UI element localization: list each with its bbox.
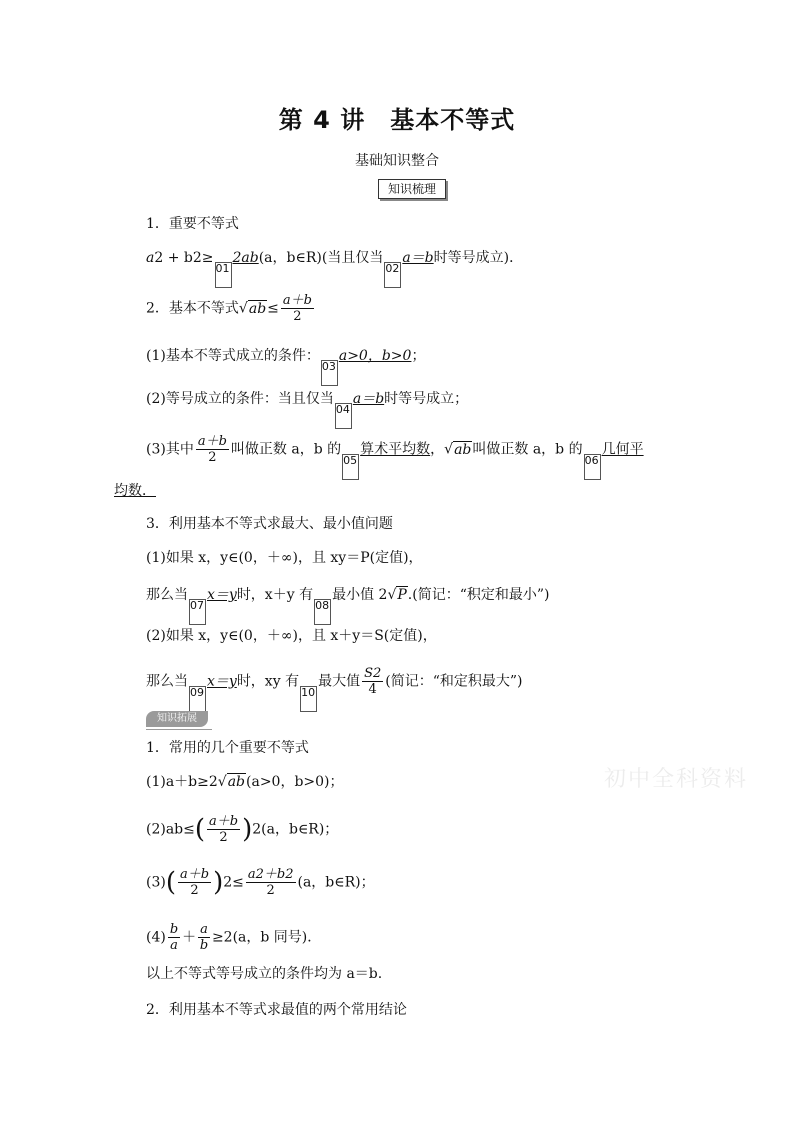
answer-07: x＝y	[207, 587, 237, 603]
fraction: $\frac{a2+b2}{2}$	[247, 867, 294, 898]
s2-line-3: (3)其中 $\frac{a+b}{2}$ 叫做正数 a，b 的05算术平均数，√ab叫做正数 a，b 的06几何平	[146, 434, 644, 480]
ext-item-3: (3)( $\frac{a+b}{2}$ )2≤ $\frac{a2+b2}{2}$ (a，b∈R)；	[146, 867, 375, 898]
answer-box-06: 06	[584, 454, 601, 480]
ext-heading-1: 1．常用的几个重要不等式	[146, 740, 309, 756]
answer-box-04: 04	[335, 403, 352, 429]
fraction: $\frac{a+b}{2}$	[180, 867, 210, 898]
answer-06: 几何平	[601, 441, 644, 458]
fraction: $\frac{S2}{4}$	[364, 666, 382, 697]
answer-box-02: 02	[384, 262, 401, 288]
answer-04: a＝b	[352, 391, 385, 407]
answer-03: a>0，b>0	[338, 348, 412, 364]
fraction: $\frac{a+b}{2}$	[209, 814, 239, 845]
answer-box-10: 10	[300, 686, 317, 712]
ext-heading-2: 2．利用基本不等式求最值的两个常用结论	[146, 1002, 407, 1018]
s3-line-1: (1)如果 x，y∈(0，＋∞)，且 xy＝P(定值)，	[146, 550, 423, 566]
fraction: $\frac{a}{b}$	[199, 922, 209, 953]
answer-02: a＝b	[402, 250, 434, 266]
s3-heading: 3．利用基本不等式求最大、最小值问题	[146, 516, 393, 532]
s2-line-2: (2)等号成立的条件：当且仅当04a＝b时等号成立；	[146, 389, 468, 429]
s1-formula-line: a2 + b2≥012ab(a，b∈R)(当且仅当02a＝b时等号成立)．	[146, 248, 523, 288]
answer-box-05: 05	[342, 454, 359, 480]
ext-item-2: (2)ab≤( $\frac{a+b}{2}$ )2(a，b∈R)；	[146, 814, 339, 845]
answer-10: 最大值	[318, 673, 361, 690]
answer-01: 2ab	[232, 250, 259, 266]
section-subtitle: 基础知识整合	[355, 153, 439, 169]
s2-line-1: (1)基本不等式成立的条件：03a>0，b>0；	[146, 346, 425, 386]
s2-line-3-cont: 均数．	[114, 483, 156, 499]
answer-08: 最小值 2	[332, 587, 388, 603]
s2-heading-line: 2．基本不等式√ab≤ $\frac{a+b}{2}$	[146, 293, 312, 324]
fraction: $\frac{a+b}{2}$	[282, 293, 312, 324]
ext-item-4: (4) $\frac{b}{a}$ ＋ $\frac{a}{b}$ ≥2(a，b 同号)．	[146, 922, 322, 953]
ext-item-1: (1)a＋b≥2√ab(a>0，b>0)；	[146, 774, 344, 790]
fraction: $\frac{a+b}{2}$	[197, 434, 227, 465]
answer-box-03: 03	[321, 360, 338, 386]
fraction: $\frac{b}{a}$	[169, 922, 179, 953]
watermark: 初中全科资料	[604, 767, 749, 792]
page-title: 第 4 讲 基本不等式	[278, 106, 516, 134]
answer-box-09: 09	[189, 686, 206, 712]
ext-summary: 以上不等式等号成立的条件均为 a＝b.	[146, 966, 383, 982]
s3-line-4: 那么当09x＝y时，xy 有10最大值 $\frac{S2}{4}$ (简记：“和定积最大”)	[146, 666, 523, 712]
answer-09: x＝y	[207, 673, 237, 690]
knowledge-tag: 知识梳理	[378, 179, 446, 199]
answer-05: 算术平均数	[360, 441, 431, 458]
s3-line-2: 那么当07x＝y时，x＋y 有08最小值 2√P.(简记：“积定和最小”)	[146, 585, 549, 625]
answer-box-07: 07	[189, 599, 206, 625]
answer-box-08: 08	[314, 599, 331, 625]
extension-tag: 知识拓展	[146, 711, 208, 727]
answer-box-01: 01	[215, 262, 232, 288]
s1-heading: 1．重要不等式	[146, 216, 239, 232]
s3-line-3: (2)如果 x，y∈(0，＋∞)，且 x＋y＝S(定值)，	[146, 628, 437, 644]
